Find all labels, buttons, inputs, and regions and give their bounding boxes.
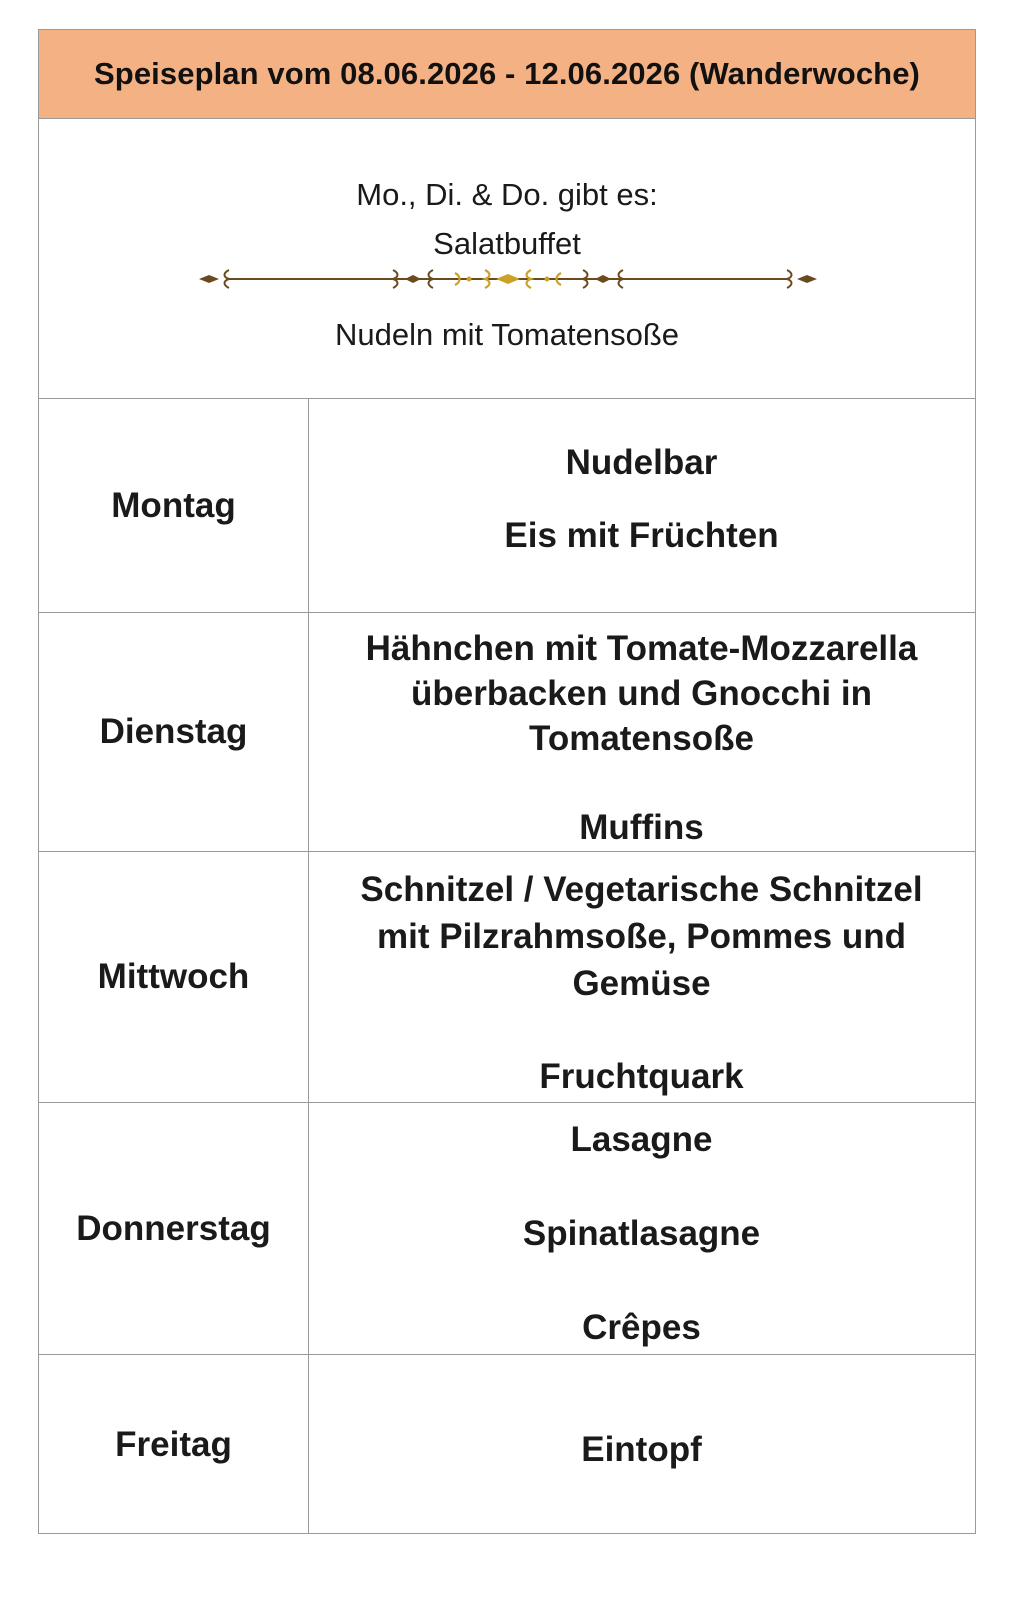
day-label: Donnerstag (39, 1103, 309, 1354)
intro-box (39, 119, 975, 399)
meal-item: Fruchtquark (539, 1057, 744, 1096)
meal-cell (308, 852, 975, 1102)
meal-cell (308, 399, 975, 612)
meal-item: mit Pilzrahmsoße, Pommes und (377, 917, 906, 956)
meal-cell (308, 1355, 975, 1534)
intro-line-days: Mo., Di. & Do. gibt es: (356, 177, 658, 212)
meal-item: Hähnchen mit Tomate-Mozzarella (365, 629, 918, 668)
meal-item: Nudelbar (565, 443, 718, 482)
meal-item: Schnitzel / Vegetarische Schnitzel (360, 870, 923, 909)
meal-item: Muffins (579, 808, 704, 847)
day-row-dienstag (39, 613, 975, 852)
intro-line-pasta: Nudeln mit Tomatensoße (334, 317, 680, 352)
meal-item: Tomatensoße (529, 719, 754, 758)
meal-cell (308, 1103, 975, 1354)
day-row-donnerstag (39, 1103, 975, 1355)
day-label: Freitag (39, 1355, 309, 1534)
menu-sheet (38, 29, 976, 1534)
day-row-freitag (39, 1355, 975, 1534)
day-row-montag (39, 399, 975, 613)
meal-item: Spinatlasagne (522, 1214, 761, 1253)
meal-item: Crêpes (582, 1308, 701, 1347)
meal-item: überbacken und Gnocchi in (411, 674, 872, 713)
day-row-mittwoch (39, 852, 975, 1103)
meal-item: Lasagne (570, 1120, 713, 1159)
day-label: Dienstag (39, 613, 309, 851)
menu-header (39, 30, 975, 119)
day-label: Montag (39, 399, 309, 612)
day-label: Mittwoch (39, 852, 309, 1102)
meal-cell (308, 613, 975, 851)
meal-item: Gemüse (572, 964, 711, 1003)
ornament-divider-icon (199, 265, 817, 293)
meal-item: Eis mit Früchten (504, 516, 779, 555)
meal-item: Eintopf (581, 1430, 702, 1469)
menu-title: Speiseplan vom 08.06.2026 - 12.06.2026 (Wanderwoche) (94, 56, 920, 91)
intro-line-salad: Salatbuffet (433, 226, 581, 261)
